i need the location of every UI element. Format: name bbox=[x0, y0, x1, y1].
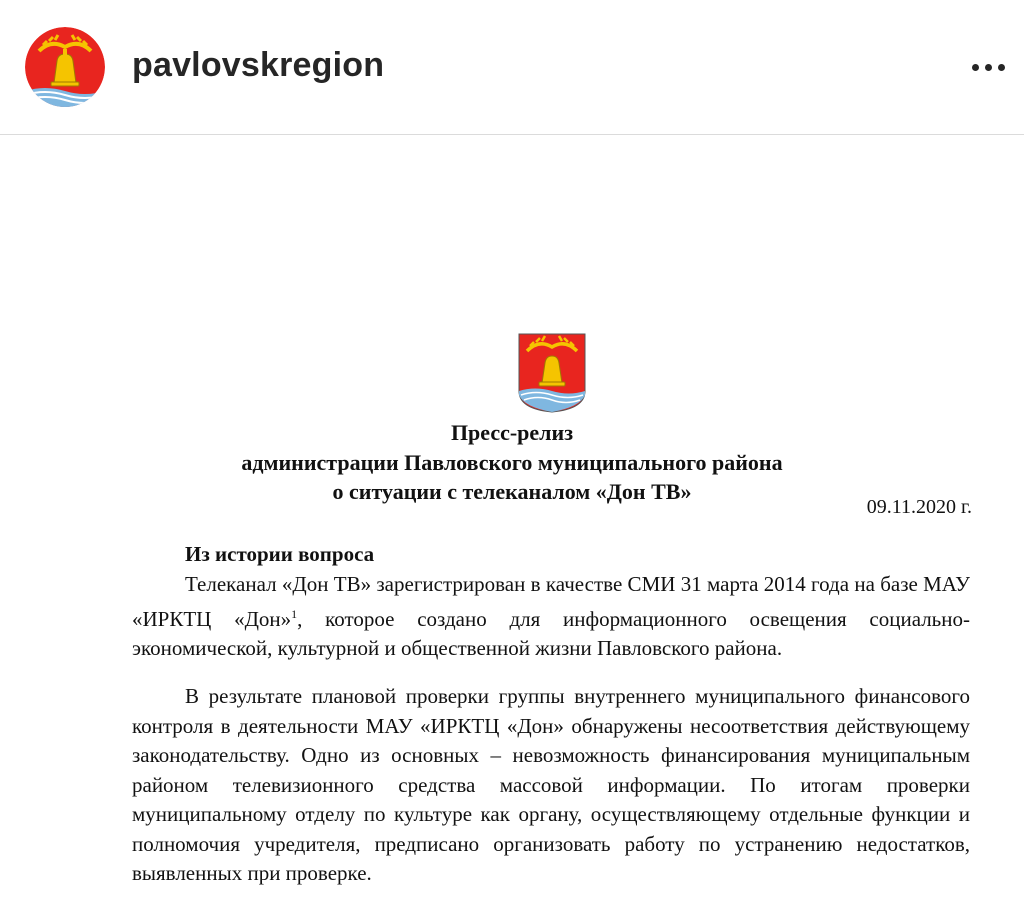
paragraph-1 bbox=[132, 570, 970, 664]
more-options-button[interactable] bbox=[964, 52, 1012, 82]
document-emblem bbox=[518, 333, 586, 413]
document-title-line1: Пресс-релиз bbox=[450, 420, 574, 445]
footnote-marker: 1 bbox=[291, 606, 298, 621]
document-title-line3: о ситуации с телеканалом «Дон ТВ» bbox=[332, 479, 692, 504]
coat-of-arms-icon bbox=[25, 27, 105, 107]
avatar[interactable] bbox=[25, 27, 105, 107]
more-options-dot bbox=[985, 64, 992, 71]
paragraph-2: В результате плановой проверки группы внутреннего муниципального финансового контроля в деятельности МАУ «ИРКТЦ «Дон» обнаружены несоответствия действующему законодательству. Одно из основных – невозможность финансирования муниципальным районом телевизионного средства массовой информации. По итогам проверки муниципальному отделу по культуре как органу, осуществляющему отдельные функции и полномочия учредителя, предписано организовать работу по устранению недостатков, выявленных при проверке. bbox=[132, 684, 970, 885]
post-image-document bbox=[0, 136, 1024, 922]
more-options-dot bbox=[998, 64, 1005, 71]
document-date: 09.11.2020 г. bbox=[866, 496, 972, 518]
section-heading: Из истории вопроса bbox=[185, 542, 375, 566]
coat-of-arms-icon bbox=[518, 333, 586, 413]
paragraph-1-text: Телеканал «Дон ТВ» зарегистрирован в качестве СМИ 31 марта 2014 года на базе МАУ «ИРКТЦ «Дон» bbox=[132, 572, 970, 631]
paragraph-1-text-cont: , которое создано для информационного освещения социально-экономической, культурной и общественной жизни Павловского района. bbox=[132, 606, 970, 660]
more-options-icon bbox=[972, 64, 979, 71]
username[interactable]: pavlovskregion bbox=[132, 46, 385, 84]
post-header bbox=[0, 0, 1024, 135]
document-title-line2: администрации Павловского муниципального района bbox=[241, 450, 783, 475]
